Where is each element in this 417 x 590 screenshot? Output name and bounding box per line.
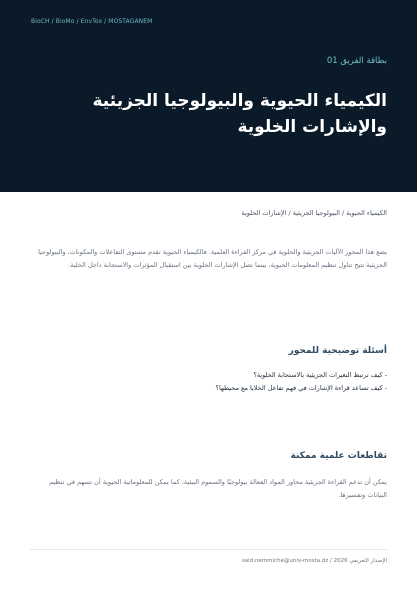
team-card-kicker: بطاقة الفريق 01 bbox=[326, 56, 387, 66]
main-content bbox=[0, 192, 417, 590]
intro-paragraph: يضع هذا المحور الآليات الجزيئية والخلوية في مركز القراءة العلمية. فالكيمياء الحيوية تقدم مستوى التفاعلات والمكونات، والبيولوجيا الجزيئية تتيح تناول تنظيم المعلومات الحيوية، بينما تصل الإشارات الخلوية بين استقبال المؤثرات والاستجابة داخل الخلية. bbox=[38, 248, 387, 269]
list-item: - كيف ترتبط التغيرات الجزيئية بالاستجابة الخلوية؟ bbox=[253, 371, 387, 379]
breadcrumb: الكيمياء الحيوية / البيولوجيا الجزيئية / الإشارات الخلوية bbox=[241, 209, 387, 217]
questions-heading: أسئلة توضيحية للمحور bbox=[288, 346, 387, 356]
list-item: - كيف تساعد قراءة الإشارات في فهم تفاعل الخلايا مع محيطها؟ bbox=[215, 384, 387, 392]
intersections-paragraph: يمكن أن تدعم القراءة الجزيئية محاور المواد الفعالة بيولوجيًا والسموم البيئية، كما يمكن للمعلوماتية الحيوية أن تسهم في تنظيم البيانات وتفسيرها. bbox=[49, 478, 387, 499]
header-banner bbox=[0, 0, 417, 192]
questions-list bbox=[29, 369, 387, 395]
header-breadcrumb: BioCH / BioMo / EnvTox / MOSTAGANEM bbox=[31, 18, 153, 25]
intersections-heading: تقاطعات علمية ممكنة bbox=[290, 451, 387, 461]
page-title: الكيمياء الحيوية والبيولوجيا الجزيئية والإشارات الخلوية bbox=[92, 91, 387, 137]
footer-divider bbox=[30, 549, 387, 550]
footer-text: الإصدار التعريفي 2026 / said.nemmiche@univ-mosta.dz bbox=[241, 558, 387, 564]
